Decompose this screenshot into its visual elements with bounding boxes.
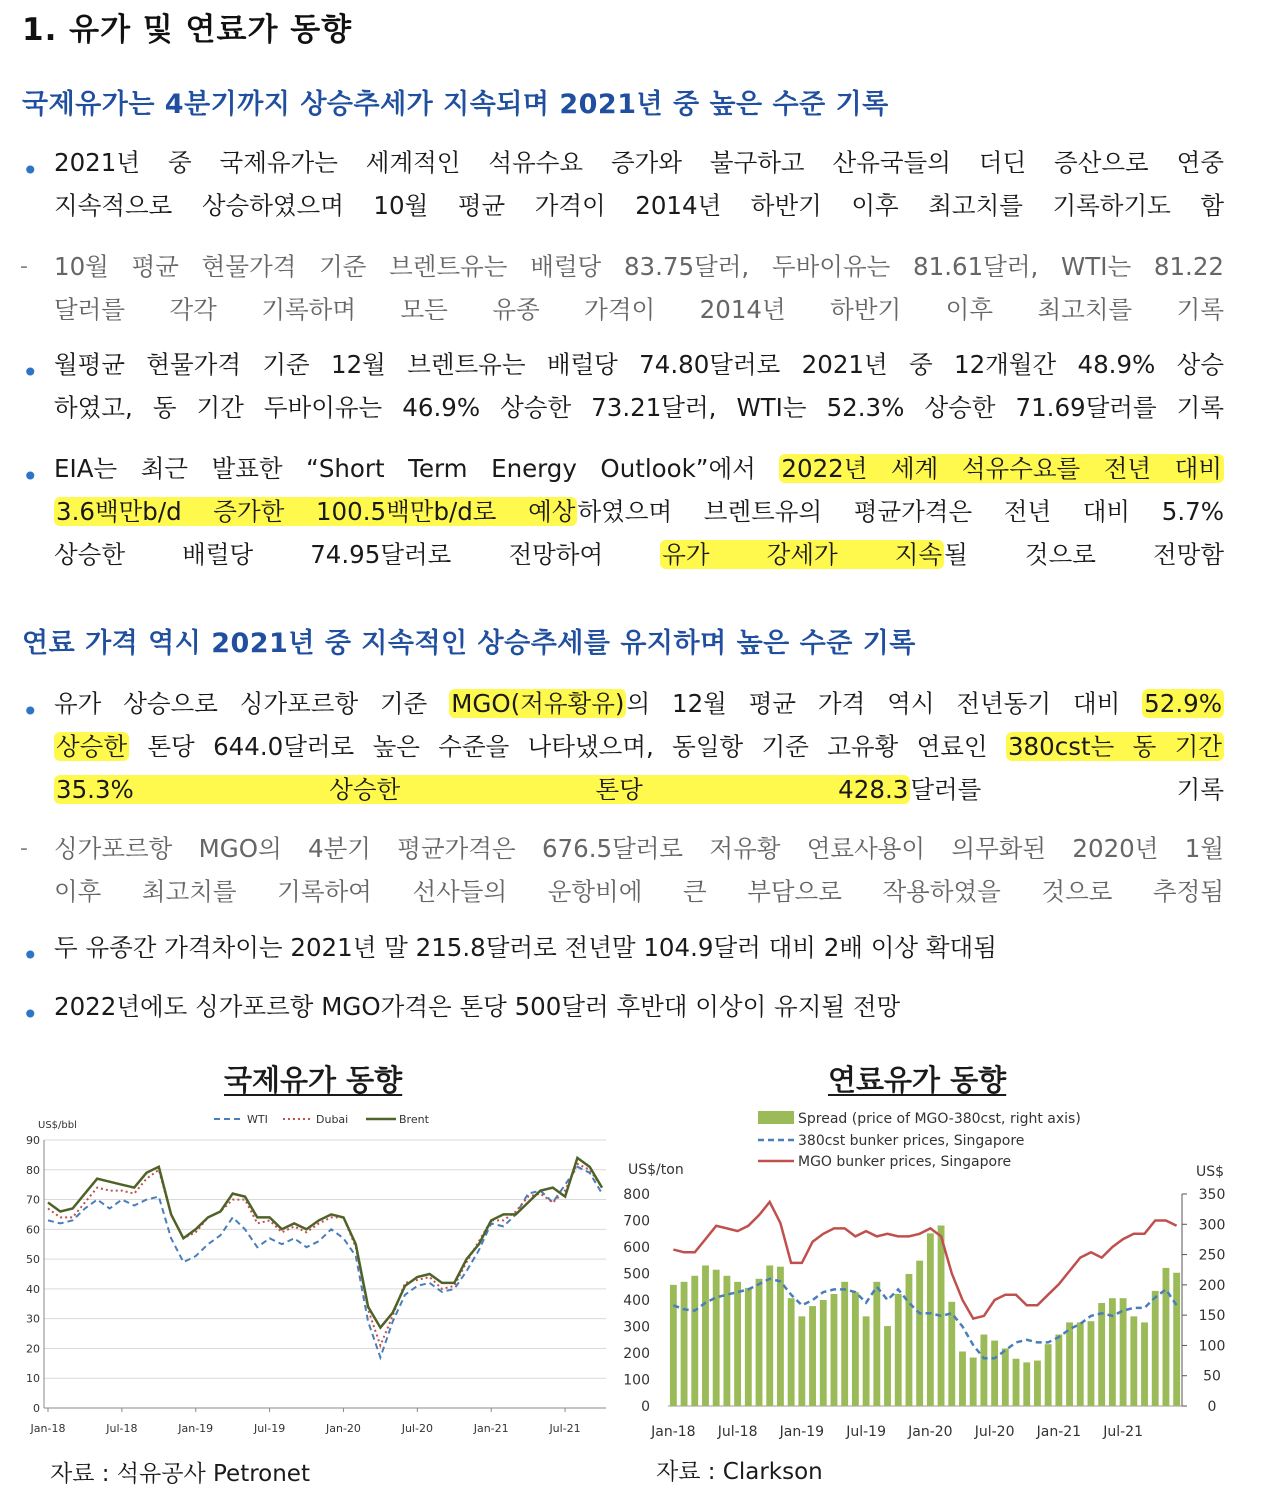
y2-tick-label: 200 — [1198, 1277, 1226, 1294]
spread-bar — [1098, 1303, 1105, 1406]
text: 유가 상승으로 싱가포르항 기준 — [54, 689, 450, 718]
x-tick-label: Jan-19 — [178, 1422, 214, 1435]
highlight: 52.9% — [1144, 689, 1223, 718]
legend-label: Dubai — [316, 1113, 349, 1126]
y-tick-label: 800 — [623, 1187, 650, 1203]
legend-swatch — [758, 1111, 794, 1124]
bullet-marker — [22, 701, 34, 713]
spread-bar — [670, 1285, 677, 1406]
y-tick-label: 500 — [623, 1266, 650, 1283]
spread-bar — [809, 1306, 816, 1406]
spread-bar — [1088, 1321, 1095, 1406]
section2-title: 연료 가격 역시 2021년 중 지속적인 상승추세를 유지하며 높은 수준 기록 — [22, 628, 916, 659]
y2-tick-label: 50 — [1203, 1368, 1221, 1385]
x-tick-label: Jul-20 — [401, 1422, 433, 1435]
line — [54, 490, 1224, 533]
text: 상승한 배럴당 74.95달러로 전망하여 — [54, 540, 661, 569]
section1-sub-1 — [54, 245, 1224, 331]
legend-label: WTI — [247, 1113, 268, 1126]
spread-bar — [1077, 1322, 1084, 1406]
legend-label: 380cst bunker prices, Singapore — [798, 1133, 1025, 1149]
spread-bar — [713, 1270, 720, 1406]
text: 하였으며 브렌트유의 평균가격은 전년 대비 5.7% — [577, 497, 1225, 526]
highlight: 3.6백만b/d 증가한 100.5백만b/d로 예상 — [56, 497, 576, 526]
y-tick-label: 30 — [26, 1312, 40, 1326]
spread-bar — [873, 1282, 880, 1406]
legend-label: Brent — [399, 1113, 429, 1126]
section2-bullet-3: 2022년에도 싱가포르항 MGO가격은 톤당 500달러 후반대 이상이 유지될 전망 — [54, 992, 901, 1021]
line: 지속적으로 상승하였으며 10월 평균 가격이 2014년 하반기 이후 최고치를 기록하기도 함 — [54, 191, 1224, 220]
text: 의 12월 평균 가격 역시 전년동기 대비 — [626, 689, 1143, 718]
y-axis-label: US$/bbl — [38, 1120, 77, 1131]
bullet-marker — [22, 362, 34, 374]
line — [54, 447, 1224, 490]
page-heading: 1. 유가 및 연료가 동향 — [22, 12, 353, 48]
spread-bar — [970, 1358, 977, 1406]
highlight: 380cst는 동 기간 — [1007, 732, 1222, 761]
spread-bar — [788, 1298, 795, 1406]
y-tick-label: 20 — [26, 1342, 40, 1356]
spread-bar — [1130, 1316, 1137, 1406]
highlight: 2022년 세계 석유수요를 전년 대비 — [781, 454, 1222, 483]
line: 싱가포르항 MGO의 4분기 평균가격은 676.5달러로 저유황 연료사용이 의무화된 2020년 1월 — [54, 834, 1224, 863]
y-tick-label: 0 — [641, 1399, 650, 1415]
y2-tick-label: 300 — [1198, 1217, 1226, 1234]
dash-marker: - — [20, 836, 28, 861]
chart1-title: 국제유가 동향 — [224, 1063, 403, 1097]
spread-bar — [1045, 1344, 1052, 1406]
section1-title: 국제유가는 4분기까지 상승추세가 지속되며 2021년 중 높은 수준 기록 — [22, 89, 889, 120]
spread-bar — [766, 1265, 773, 1406]
x-tick-label: Jan-21 — [1036, 1424, 1082, 1440]
spread-bar — [1120, 1298, 1127, 1406]
spread-bar — [1152, 1291, 1159, 1406]
y-tick-label: 10 — [26, 1372, 40, 1386]
dash-marker: - — [20, 254, 28, 279]
highlight: 유가 강세가 지속 — [662, 540, 943, 569]
section1-bullet-3 — [54, 447, 1224, 576]
spread-bar — [991, 1341, 998, 1406]
bullet-marker — [22, 466, 34, 478]
line: 하였고, 동 기간 두바이유는 46.9% 상승한 73.21달러, WTI는 52.3% 상승한 71.69달러를 기록 — [54, 393, 1224, 422]
spread-bar — [734, 1282, 741, 1406]
spread-bar — [1173, 1273, 1180, 1406]
text: 톤당 644.0달러로 높은 수준을 나타냈으며, 동일항 기준 고유황 연료인 — [129, 732, 1006, 761]
spread-bar — [916, 1261, 923, 1406]
x-tick-label: Jan-20 — [325, 1422, 361, 1435]
x-tick-label: Jul-19 — [253, 1422, 286, 1435]
y2-tick-label: 250 — [1198, 1247, 1226, 1264]
y-tick-label: 60 — [26, 1223, 40, 1237]
bullet-marker — [22, 160, 34, 172]
line: 이후 최고치를 기록하여 선사들의 운항비에 큰 부담으로 작용하였을 것으로 추정됨 — [54, 877, 1224, 906]
text: 달러를 기록 — [910, 775, 1225, 804]
x-tick-label: Jan-18 — [30, 1422, 66, 1435]
spread-bar — [906, 1274, 913, 1406]
spread-bar — [691, 1276, 698, 1406]
section1-bullet-2 — [54, 343, 1224, 429]
y-tick-label: 600 — [623, 1240, 650, 1256]
fuel-price-chart — [620, 1100, 1242, 1450]
y-tick-label: 70 — [26, 1193, 40, 1207]
section2-bullet-2: 두 유종간 가격차이는 2021년 말 215.8달러로 전년말 104.9달러 대비 2배 이상 확대됨 — [54, 933, 997, 962]
bullet-marker — [22, 945, 34, 957]
legend-label: MGO bunker prices, Singapore — [798, 1154, 1012, 1170]
highlight: MGO(저유황유) — [451, 689, 625, 718]
x-tick-label: Jul-18 — [717, 1424, 758, 1440]
highlight: 상승한 — [56, 732, 128, 761]
y-tick-label: 0 — [33, 1402, 40, 1415]
spread-bar — [1034, 1361, 1041, 1406]
line — [54, 682, 1224, 725]
spread-bar — [820, 1300, 827, 1406]
spread-bar — [798, 1316, 805, 1406]
spread-bar — [702, 1265, 709, 1406]
y-axis-label: US$/ton — [628, 1162, 684, 1178]
text: EIA는 최근 발표한 “Short Term Energy Outlook”에서 — [54, 454, 780, 483]
x-tick-label: Jul-20 — [974, 1424, 1015, 1440]
spread-bar — [777, 1267, 784, 1406]
spread-bar — [1066, 1322, 1073, 1406]
spread-bar — [831, 1294, 838, 1406]
x-tick-label: Jan-19 — [779, 1424, 825, 1440]
y-tick-label: 80 — [26, 1163, 40, 1177]
highlight: 35.3% 상승한 톤당 428.3 — [56, 775, 909, 804]
x-tick-label: Jul-18 — [106, 1422, 138, 1435]
spread-bar — [959, 1351, 966, 1406]
spread-bar — [884, 1326, 891, 1406]
spread-bar — [980, 1335, 987, 1406]
spread-bar — [745, 1288, 752, 1406]
x-tick-label: Jul-21 — [549, 1422, 581, 1435]
line — [54, 768, 1224, 811]
spread-bar — [1023, 1362, 1030, 1406]
section2-sub-1 — [54, 827, 1224, 913]
line: 달러를 각각 기록하며 모든 유종 가격이 2014년 하반기 이후 최고치를 기록 — [54, 295, 1224, 324]
series-line-brent — [48, 1158, 602, 1328]
y-tick-label: 40 — [26, 1282, 40, 1296]
spread-bar — [756, 1279, 763, 1406]
y-tick-label: 50 — [26, 1253, 40, 1267]
series-line-wti — [48, 1167, 602, 1358]
y2-tick-label: 0 — [1207, 1399, 1217, 1415]
y-tick-label: 90 — [26, 1134, 40, 1147]
line: 월평균 현물가격 기준 12월 브렌트유는 배럴당 74.80달러로 2021년 중 12개월간 48.9% 상승 — [54, 350, 1224, 379]
section1-bullet-1 — [54, 141, 1224, 227]
x-tick-label: Jan-20 — [908, 1424, 953, 1440]
oil-price-chart — [22, 1100, 618, 1450]
spread-bar — [1163, 1268, 1170, 1406]
spread-bar — [1002, 1348, 1009, 1406]
y2-tick-label: 350 — [1198, 1187, 1226, 1203]
line — [54, 725, 1224, 768]
spread-bar — [841, 1282, 848, 1406]
y-tick-label: 200 — [623, 1346, 650, 1362]
y-tick-label: 700 — [623, 1213, 650, 1230]
y2-axis-label: US$ — [1195, 1164, 1225, 1180]
chart2-source: 자료 : Clarkson — [656, 1459, 823, 1485]
bullet-marker — [22, 1004, 34, 1016]
line: 2021년 중 국제유가는 세계적인 석유수요 증가와 불구하고 산유국들의 더딘 증산으로 연중 — [54, 148, 1224, 177]
spread-bar — [863, 1316, 870, 1406]
y2-tick-label: 100 — [1198, 1338, 1226, 1355]
spread-bar — [1141, 1322, 1148, 1406]
spread-bar — [927, 1233, 934, 1406]
y-tick-label: 400 — [623, 1293, 650, 1309]
x-tick-label: Jul-19 — [846, 1424, 886, 1440]
spread-bar — [1055, 1335, 1062, 1406]
spread-bar — [852, 1292, 859, 1406]
spread-bar — [895, 1294, 902, 1406]
legend-label: Spread (price of MGO-380cst, right axis) — [798, 1111, 1081, 1127]
line — [54, 533, 1224, 576]
spread-bar — [1013, 1359, 1020, 1406]
spread-bar — [681, 1282, 688, 1406]
y-tick-label: 100 — [623, 1372, 650, 1389]
section2-bullet-1 — [54, 682, 1224, 811]
line: 10월 평균 현물가격 기준 브렌트유는 배럴당 83.75달러, 두바이유는 81.61달러, WTI는 81.22 — [54, 252, 1224, 281]
chart1-source: 자료 : 석유공사 Petronet — [50, 1461, 310, 1487]
x-tick-label: Jul-21 — [1103, 1424, 1143, 1440]
x-tick-label: Jan-21 — [473, 1422, 509, 1435]
chart2-title: 연료유가 동향 — [828, 1063, 1007, 1097]
y-tick-label: 300 — [623, 1319, 650, 1336]
x-tick-label: Jan-18 — [651, 1424, 696, 1440]
y2-tick-label: 150 — [1198, 1308, 1226, 1325]
text: 될 것으로 전망함 — [944, 540, 1225, 569]
